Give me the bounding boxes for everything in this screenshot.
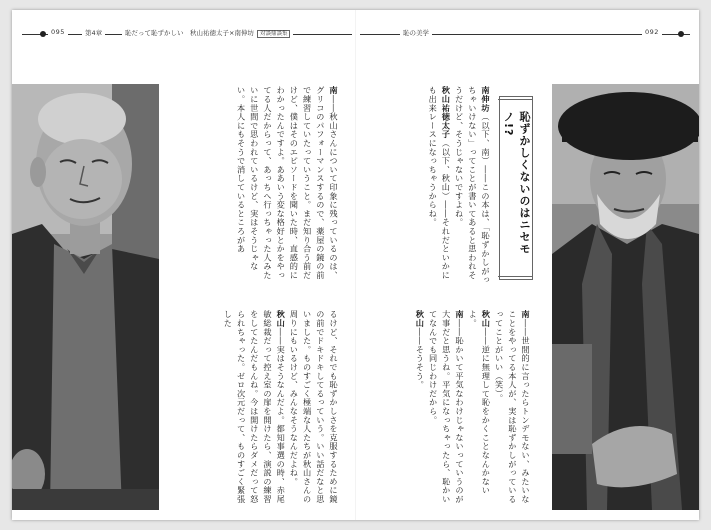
dialogue-line	[452, 86, 492, 286]
book-spread	[12, 10, 699, 520]
speaker-name: 秋山	[481, 310, 492, 328]
left-page-number: 095	[48, 28, 68, 36]
left-page-text-upper	[192, 86, 340, 286]
speaker-name: 秋山	[276, 310, 287, 328]
chapter-label: 第4章	[82, 28, 105, 37]
section-heading: 恥ずかしくないのはニセモノ!?	[502, 111, 531, 255]
running-title-text: 恥だって恥ずかしい 秋山祐徳太子×南伸坊	[125, 29, 254, 37]
header-left	[22, 28, 352, 42]
left-page-text-lower	[192, 310, 340, 510]
dialogue-text: ――恥かいて平気なわけじゃないっていうのが大事だと思うね。平気になっちゃったら、恥かいてなんでも同じわけだから。	[428, 310, 465, 504]
portrait-photo-right	[552, 84, 699, 510]
dialogue-text: ――実はそうなんだよ。都知事選の時、赤尾敏総裁だって控え室の扉を開けたら、演説の練習をしてたんだもんね。今は開けたらダメだって怒られちゃった。ゼロ次元だって、ものすごく緊張した	[223, 310, 287, 504]
dialogue-text: （以下、秋山）――それだといかにも出来レースになっちゃうからね。	[428, 86, 452, 280]
running-title	[122, 28, 293, 37]
dialogue-line	[221, 310, 287, 510]
speaker-name: 南	[454, 310, 465, 319]
collection-badge: 対談鼎談集	[257, 30, 291, 38]
portrait-photo-left	[12, 84, 159, 510]
dialogue-line	[287, 310, 340, 510]
dialogue-line	[492, 310, 532, 510]
speaker-name: 秋山	[415, 310, 426, 328]
section-heading-box	[499, 96, 533, 280]
header-right	[360, 28, 690, 42]
speaker-name: 南	[329, 86, 339, 95]
page-gutter	[355, 10, 356, 520]
right-page-number: 092	[642, 28, 662, 36]
dialogue-line	[426, 310, 466, 510]
dialogue-text: （以下、南）――この本は、「恥ずかしがっちゃいけない」ってことが書いてあると思われそうだけど、そうじゃないですよね。	[454, 86, 491, 285]
dialogue-text: ――逆に無理して恥をかくことなんかないよ。	[468, 310, 492, 495]
dialogue-line	[466, 310, 492, 510]
dialogue-line	[234, 86, 340, 286]
dialogue-text: ――秋山さんについて印象に残っているのは、グリコのパフォーマンスするので、薬屋の鏡の前で練習していたっていうこと。まだ知り合う前だけど、僕はそのエピソードを聞いた時、直感的にわかったんですよ。ああいう変な格好とかをやってる人だからって、あっちへ行っちゃった人みたいに世間で思われているけど、実はそうじゃない。本人にもそうで消しているところがあ	[236, 86, 339, 280]
dialogue-text: ――そうそう。	[415, 327, 426, 390]
dialogue-text: るけど、それでも恥ずかしさを克服するために鏡の前でドキドキしてるっていう。いい話だなと思いました。ものすごく極端な人たちが秋山さんの周りにもいるけど、みんなそうなんだよね。	[289, 310, 339, 504]
right-page-text-upper	[392, 86, 492, 286]
speaker-name: 南	[521, 310, 531, 319]
header-dot-icon	[40, 31, 46, 37]
header-dot-icon	[678, 31, 684, 37]
dialogue-line	[426, 86, 452, 286]
speaker-name: 秋山祐徳太子	[441, 86, 452, 139]
section-label: 恥の美学	[400, 28, 432, 37]
right-page-text-lower	[392, 310, 532, 510]
dialogue-line	[413, 310, 426, 510]
speaker-name: 南伸坊	[481, 86, 491, 113]
dialogue-text: ――世間的に言ったらトンデモない、みたいなことをやってる本人が、実は恥ずかしがっているってことがいい（笑）。	[494, 310, 531, 504]
